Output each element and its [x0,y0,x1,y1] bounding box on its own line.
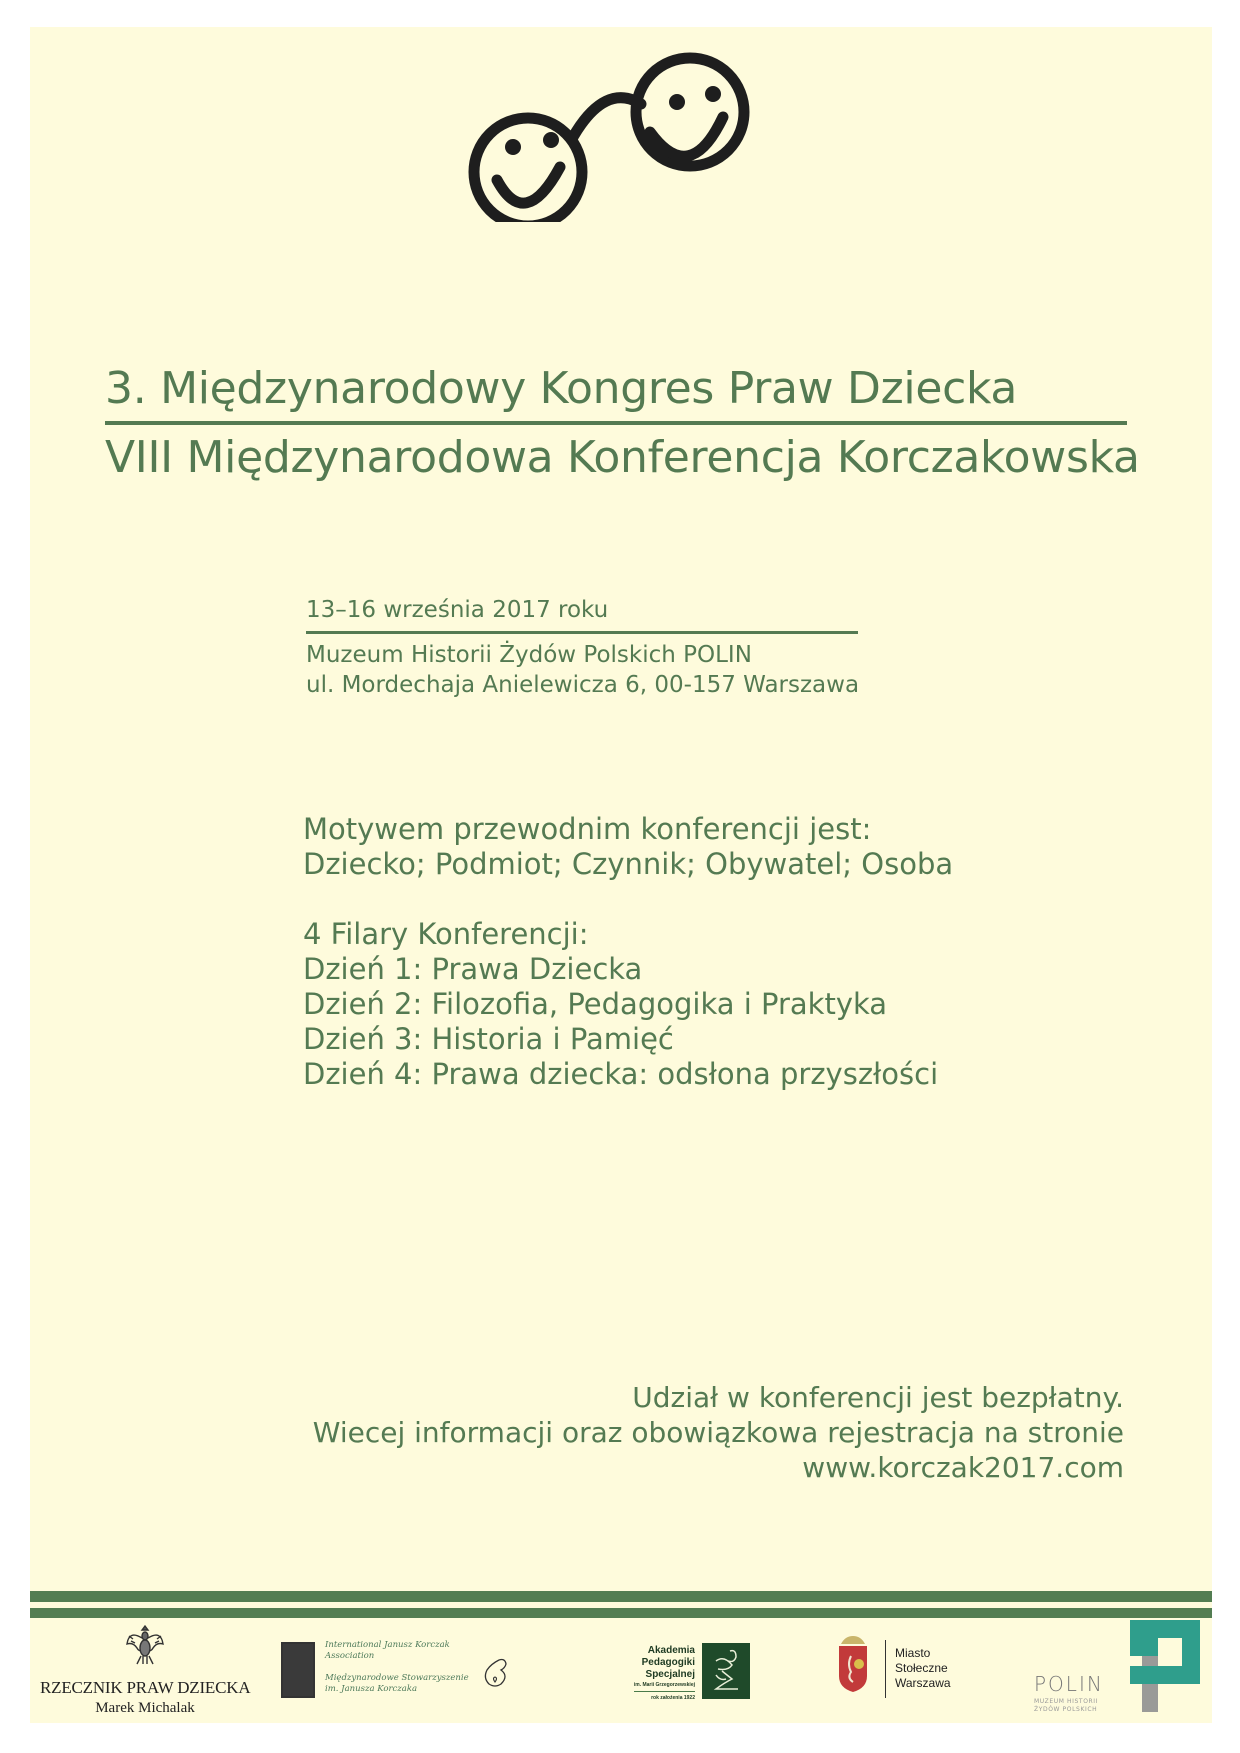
warszawa-text [895,1646,951,1691]
footer-stripe-top [30,1591,1212,1602]
aps-line: Akademia [647,1645,695,1656]
ijka-text [325,1640,469,1695]
venue-address: ul. Mordechaja Anielewicza 6, 00-157 Warszawa [306,672,860,698]
pillar-day: Dzień 3: Historia i Pamięć [303,1022,674,1056]
aps-line: rok założenia 1922 [651,1695,695,1701]
polish-eagle-icon [123,1622,167,1668]
warsaw-crest-icon [835,1636,871,1692]
sponsor-ijka [281,1640,521,1700]
pillar-day: Dzień 2: Filozofia, Pedagogika i Praktyka [303,987,888,1021]
date-divider [306,631,858,634]
korczak-portrait-icon [281,1642,315,1698]
title-block [105,360,1140,487]
polin-wordmark: POLIN [1034,1672,1104,1696]
theme-intro: Motywem przewodnim konferencji jest: [303,812,872,846]
rpd-title: RZECZNIK PRAW DZIECKA [40,1678,251,1697]
free-participation-note: Udział w konferencji jest bezpłatny. [632,1381,1124,1414]
smiley-glasses-icon [455,42,795,222]
aps-line: Pedagogiki [641,1657,695,1668]
sponsor-polin [1030,1620,1200,1715]
warszawa-divider [885,1640,886,1698]
warszawa-line: Stołeczne [895,1661,948,1675]
title-divider [105,421,1127,425]
ijka-line: International Janusz Korczak [325,1640,450,1650]
footer-stripe-bottom [30,1608,1212,1618]
event-date: 13–16 września 2017 roku [306,597,609,623]
polin-sub-line: MUZEUM HISTORII [1034,1698,1099,1705]
left-smile [497,167,560,203]
warszawa-line: Miasto [895,1646,931,1660]
registration-info [313,1380,1124,1485]
ijka-line: Association [325,1651,375,1661]
dove-heart-icon [481,1658,511,1690]
theme-block [303,812,953,1092]
venue-name: Muzeum Historii Żydów Polskich POLIN [306,642,752,668]
website-link[interactable]: www.korczak2017.com [802,1451,1124,1484]
polin-subtitle [1034,1698,1098,1714]
aps-logo-icon [702,1643,750,1699]
pillar-day: Dzień 1: Prawa Dziecka [303,952,643,986]
pillar-day: Dzień 4: Prawa dziecka: odsłona przyszłości [303,1057,939,1091]
warszawa-line: Warszawa [895,1676,951,1690]
rpd-name: Marek Michalak [95,1700,195,1716]
theme-keywords: Dziecko; Podmiot; Czynnik; Obywatel; Osoba [303,847,954,881]
aps-text [634,1645,695,1702]
conference-title: VIII Międzynarodowa Konferencja Korczakowska [105,432,1140,483]
sponsor-aps [625,1643,750,1701]
ijka-line: Międzynarodowe Stowarzyszenie [325,1673,469,1683]
right-smile [650,117,723,156]
pillars-heading: 4 Filary Konferencji: [303,917,589,951]
polin-sub-line: ŻYDÓW POLSKICH [1034,1706,1098,1713]
registration-note: Wiecej informacji oraz obowiązkowa rejestracja na stronie [312,1416,1124,1449]
ijka-line: im. Janusza Korczaka [325,1684,418,1694]
polin-logo-icon [1130,1620,1200,1712]
aps-line: Specjalnej [645,1669,695,1680]
event-info [306,593,859,700]
aps-line: im. Marii Grzegorzewskiej [633,1682,695,1688]
congress-title: 3. Międzynarodowy Kongres Praw Dziecka [105,363,1018,414]
sponsor-rzecznik-praw-dziecka [40,1622,250,1717]
sponsor-warszawa [835,1636,985,1704]
